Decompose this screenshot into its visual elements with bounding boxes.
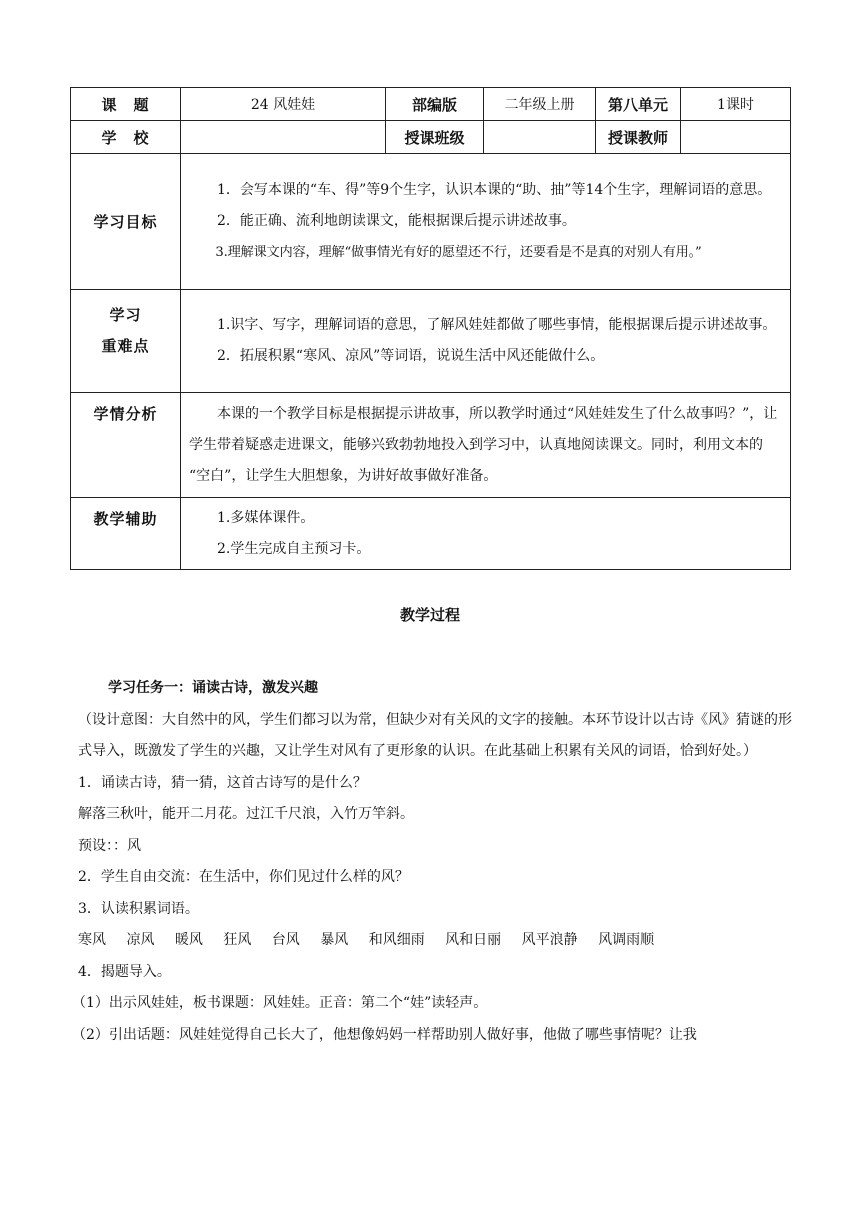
label-class: 授课班级	[386, 121, 484, 154]
section-title: 教学过程	[399, 606, 460, 624]
design-intent: （设计意图：大自然中的风，学生们都习以为常，但缺少对有关风的文字的接触。本环节设计以古诗《风》猜谜的形式导入，既激发了学生的兴趣，又让学生对风有了更形象的认识。在此基础上积累有关风的词语，恰到好处。）	[78, 711, 792, 759]
label-teacher: 授课教师	[596, 121, 681, 154]
analysis-text: 本课的一个教学目标是根据提示讲故事，所以教学时通过“风娃娃发生了什么故事吗？”，让学生带着疑惑走进课文，能够兴致勃勃地投入到学习中，认真地阅读课文。同时，利用文本的 “空白”，让学生大胆想象，为讲好故事做好准备。	[189, 405, 778, 484]
label-difficulties	[71, 290, 181, 393]
difficulty-item: 1.识字、写字，理解词语的意思，了解风娃娃都做了哪些事情，能根据课后提示讲述故事。	[217, 317, 777, 333]
label-difficulties-line2: 重难点	[101, 337, 150, 355]
step-4: 4．揭题导入。	[78, 963, 171, 980]
goal-item: 1．会写本课的“车、得”等9个生字，认识本课的“助、抽”等14个生字，理解词语的意思。	[217, 182, 772, 198]
aids-content	[181, 498, 791, 570]
lesson-info-table	[70, 87, 791, 570]
word-item: 暖风	[174, 932, 203, 948]
preset-answer: 预设：：风	[78, 837, 141, 854]
analysis-content	[181, 393, 791, 498]
goal-item: 2．能正确、流利地朗读课文，能根据课后提示讲述故事。	[217, 213, 576, 229]
table-row	[71, 121, 791, 154]
label-topic: 课 题	[71, 88, 181, 121]
task-heading: 学习任务一：诵读古诗，激发兴趣	[108, 680, 318, 696]
word-item: 暴风	[320, 932, 349, 948]
label-school: 学 校	[71, 121, 181, 154]
edition: 部编版	[386, 88, 484, 121]
word-item: 风调雨顺	[598, 932, 655, 948]
unit: 第八单元	[596, 88, 681, 121]
teacher-value	[681, 121, 791, 154]
lesson-topic: 24 风娃娃	[181, 88, 386, 121]
table-row-aids	[71, 498, 791, 570]
goals-content	[181, 154, 791, 290]
step-1: 1．诵读古诗，猜一猜，这首古诗写的是什么？	[78, 774, 367, 791]
sub-step-1: （1）出示风娃娃，板书课题：风娃娃。正音：第二个“娃”读轻声。	[72, 995, 488, 1011]
table-row-goals	[71, 154, 791, 290]
label-goals: 学习目标	[71, 154, 181, 290]
difficulty-item: 2．拓展积累“寒风、凉风”等词语，说说生活中风还能做什么。	[217, 348, 605, 364]
step-3: 3．认读积累词语。	[78, 900, 199, 917]
poem-text: 解落三秋叶，能开二月花。过江千尺浪，入竹万竿斜。	[78, 806, 414, 822]
word-item: 凉风	[126, 932, 155, 948]
table-row	[71, 88, 791, 121]
sub-step-2: （2）引出话题：风娃娃觉得自己长大了，他想像妈妈一样帮助别人做好事，他做了哪些事情呢？让我	[72, 1026, 697, 1043]
word-item: 风和日丽	[445, 932, 502, 948]
step-2: 2．学生自由交流：在生活中，你们见过什么样的风？	[78, 869, 409, 885]
class-value	[484, 121, 596, 154]
difficulties-content	[181, 290, 791, 393]
school-value	[181, 121, 386, 154]
word-item: 和风细雨	[368, 932, 425, 948]
label-analysis: 学情分析	[71, 393, 181, 498]
label-aids: 教学辅助	[71, 498, 181, 570]
aid-item: 2.学生完成自主预习卡。	[217, 540, 371, 557]
word-item: 狂风	[223, 932, 252, 948]
table-row-analysis	[71, 393, 791, 498]
label-difficulties-line1: 学习	[109, 306, 142, 324]
goal-item: 3.理解课文内容，理解“做事情光有好的愿望还不行，还要看是不是真的对别人有用。”	[215, 245, 702, 260]
word-item: 风平浪静	[521, 932, 578, 948]
teaching-process	[72, 673, 798, 1051]
aid-item: 1.多媒体课件。	[217, 509, 315, 526]
word-item: 寒风	[78, 932, 106, 948]
table-row-difficulties	[71, 290, 791, 393]
word-list	[78, 925, 798, 957]
word-item: 台风	[271, 932, 300, 948]
grade: 二年级上册	[484, 88, 596, 121]
lesson-hours: 1课时	[681, 88, 791, 121]
